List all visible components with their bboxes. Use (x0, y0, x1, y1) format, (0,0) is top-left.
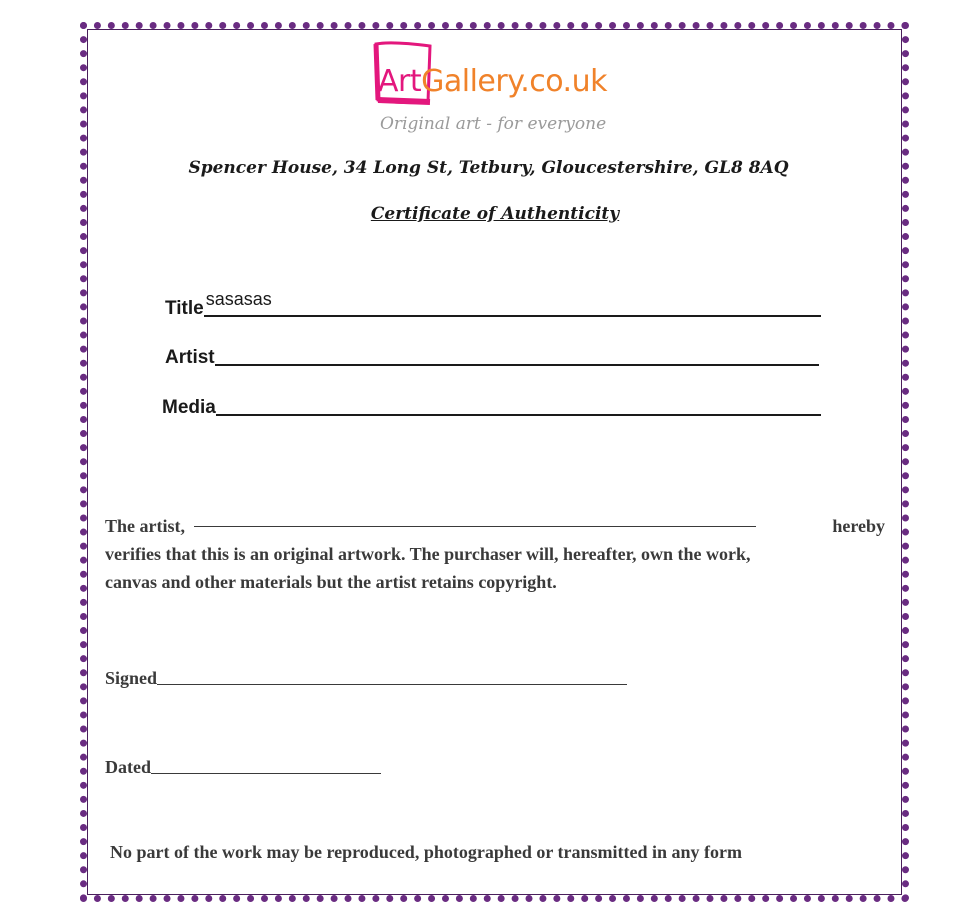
media-input-line[interactable] (216, 392, 821, 416)
artgallery-logo (372, 40, 632, 140)
signed-row (105, 666, 627, 689)
paragraph-line-1 (105, 508, 885, 540)
dated-label: Dated (105, 757, 151, 777)
signed-blank[interactable] (157, 666, 627, 685)
title-value[interactable]: sasasas (205, 289, 272, 309)
artist-input-line[interactable] (215, 342, 819, 366)
artist-suffix: hereby (832, 516, 885, 536)
copyright-notice: No part of the work may be reproduced, photographed or transmitted in any form (110, 842, 742, 862)
certificate-title: Certificate of Authenticity (370, 204, 620, 224)
artist-prefix: The artist, (105, 516, 185, 536)
logo-wordmark (378, 64, 607, 99)
artist-name-blank[interactable] (194, 508, 756, 527)
logo-art-text: Art (378, 64, 422, 99)
artist-field (165, 342, 819, 369)
title-field (165, 289, 821, 320)
paragraph-line-3: canvas and other materials but the artist retains copyright. (105, 572, 557, 592)
logo-tagline: Original art - for everyone (380, 114, 607, 134)
artist-label: Artist (165, 347, 215, 368)
gallery-address: Spencer House, 34 Long St, Tetbury, Gloucestershire, GL8 8AQ (188, 158, 789, 178)
paragraph-line-2: verifies that this is an original artwork. The purchaser will, hereafter, own the work, (105, 544, 751, 564)
verification-paragraph (105, 508, 885, 596)
dated-row (105, 755, 381, 778)
artist-sentence-start (105, 508, 756, 540)
media-label: Media (162, 397, 216, 418)
title-label: Title (165, 298, 204, 319)
title-input-line[interactable] (204, 289, 821, 317)
dated-blank[interactable] (151, 755, 381, 774)
logo-gallery-text: Gallery.co.uk (421, 64, 607, 99)
signed-label: Signed (105, 668, 158, 688)
media-field (162, 392, 821, 419)
